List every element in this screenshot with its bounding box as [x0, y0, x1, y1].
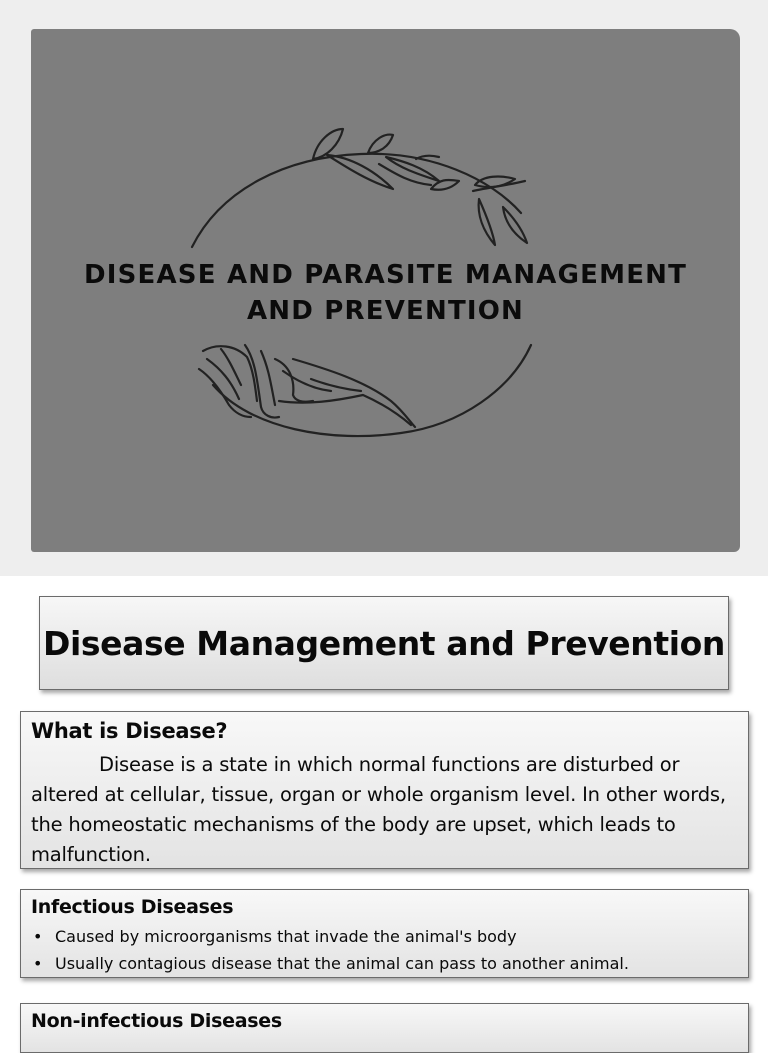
non-infectious-diseases-box: [20, 1003, 749, 1053]
list-item: [31, 950, 738, 977]
what-is-disease-box: [20, 711, 749, 869]
title-slide-panel: [31, 29, 740, 552]
list-item-text: Caused by microorganisms that invade the animal's body: [55, 927, 517, 946]
content-slide: [0, 576, 768, 1032]
non-infectious-diseases-heading: Non-infectious Diseases: [31, 1010, 282, 1032]
slide-title: [31, 257, 740, 329]
list-item-text: Usually contagious disease that the animal can pass to another animal.: [55, 954, 629, 973]
bullet-icon: •: [33, 954, 43, 973]
list-item: [31, 923, 738, 950]
bullet-icon: •: [33, 927, 43, 946]
infectious-diseases-box: [20, 889, 749, 978]
slide-title-line-1: DISEASE AND PARASITE MANAGEMENT: [83, 260, 688, 290]
what-is-disease-body: Disease is a state in which normal functions are disturbed or altered at cellular, tissue, organ or whole organism level. In other words, the homeostatic mechanisms of the body are upset, which leads to malfunction.: [31, 753, 726, 866]
infectious-diseases-heading: Infectious Diseases: [31, 896, 234, 918]
slide-title-line-2: AND PREVENTION: [246, 296, 525, 326]
what-is-disease-heading: What is Disease?: [31, 719, 228, 743]
content-title-box: [39, 596, 729, 690]
infectious-diseases-list: [31, 923, 738, 977]
content-title: Disease Management and Prevention: [42, 623, 726, 663]
